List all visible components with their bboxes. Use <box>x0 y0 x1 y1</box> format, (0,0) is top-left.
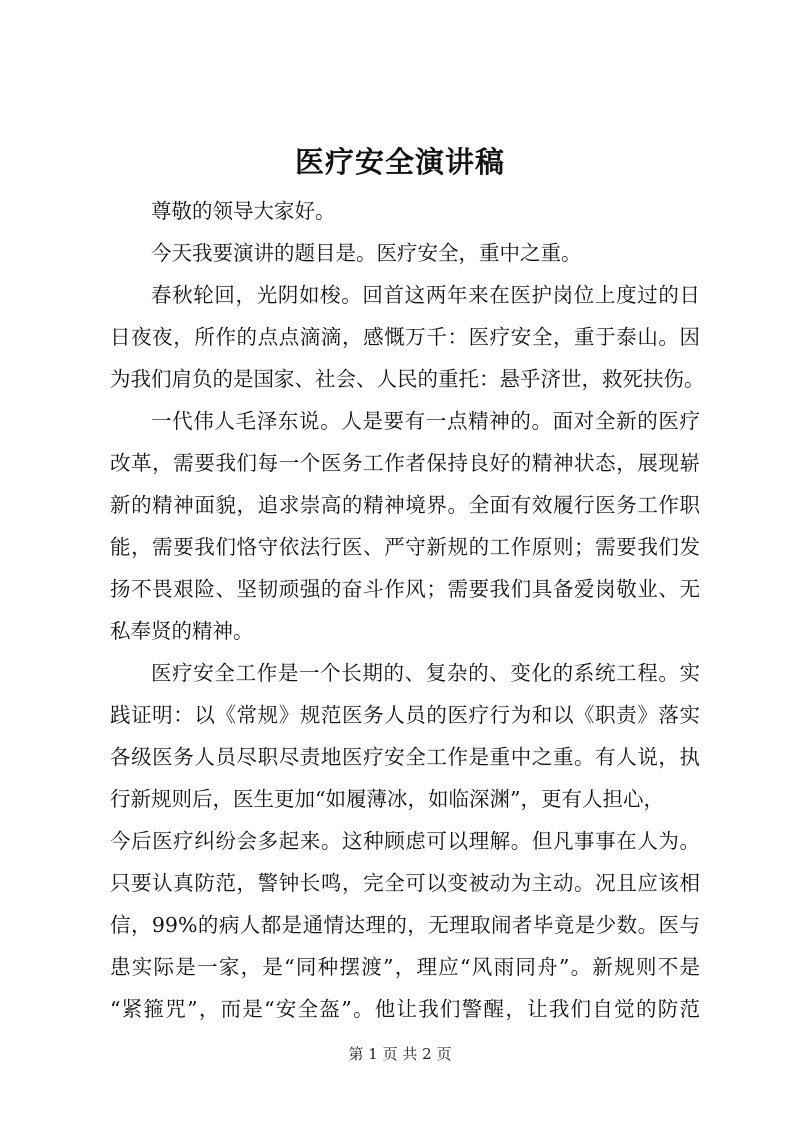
document-title: 医疗安全演讲稿 <box>294 145 505 179</box>
body-line: 各级医务人员尽职尽责地医疗安全工作是重中之重。有人说，执 <box>110 745 700 769</box>
body-line: 扬不畏艰险、坚韧顽强的奋斗作风；需要我们具备爱岗敬业、无 <box>110 577 700 601</box>
body-line: 医疗安全工作是一个长期的、复杂的、变化的系统工程。实 <box>151 661 700 685</box>
body-line: 尊敬的领导大家好。 <box>151 199 336 223</box>
body-line: 今后医疗纠纷会多起来。这种顾虑可以理解。但凡事事在人为。 <box>110 829 700 853</box>
body-line: 改革，需要我们每一个医务工作者保持良好的精神状态，展现崭 <box>110 451 700 475</box>
document-body <box>110 190 705 1030</box>
body-line: 新的精神面貌，追求崇高的精神境界。全面有效履行医务工作职 <box>110 493 700 517</box>
body-line: 行新规则后，医生更加“如履薄冰，如临深渊”，更有人担心， <box>110 787 664 811</box>
body-line: 只要认真防范，警钟长鸣，完全可以变被动为主动。况且应该相 <box>110 871 700 895</box>
body-line: 践证明：以《常规》规范医务人员的医疗行为和以《职责》落实 <box>110 703 700 727</box>
body-line: 能，需要我们恪守依法行医、严守新规的工作原则；需要我们发 <box>110 535 700 559</box>
body-line: 私奉贤的精神。 <box>110 619 254 643</box>
body-line: “紧箍咒”，而是“安全盔”。他让我们警醒，让我们自觉的防范 <box>110 997 700 1021</box>
body-line: 今天我要演讲的题目是。医疗安全，重中之重。 <box>151 241 582 265</box>
body-line: 患实际是一家，是“同种摆渡”，理应“风雨同舟”。新规则不是 <box>110 955 700 979</box>
body-line: 一代伟人毛泽东说。人是要有一点精神的。面对全新的医疗 <box>151 409 700 433</box>
body-line: 信，99%的病人都是通情达理的，无理取闹者毕竟是少数。医与 <box>110 913 700 937</box>
page-number-footer: 第 1 页 共 2 页 <box>348 1045 452 1063</box>
body-line: 春秋轮回，光阴如梭。回首这两年来在医护岗位上度过的日 <box>151 283 700 307</box>
body-line: 日夜夜，所作的点点滴滴，感慨万千：医疗安全，重于泰山。因 <box>110 325 700 349</box>
body-line: 为我们肩负的是国家、社会、人民的重托：悬乎济世，救死扶伤。 <box>110 367 705 391</box>
